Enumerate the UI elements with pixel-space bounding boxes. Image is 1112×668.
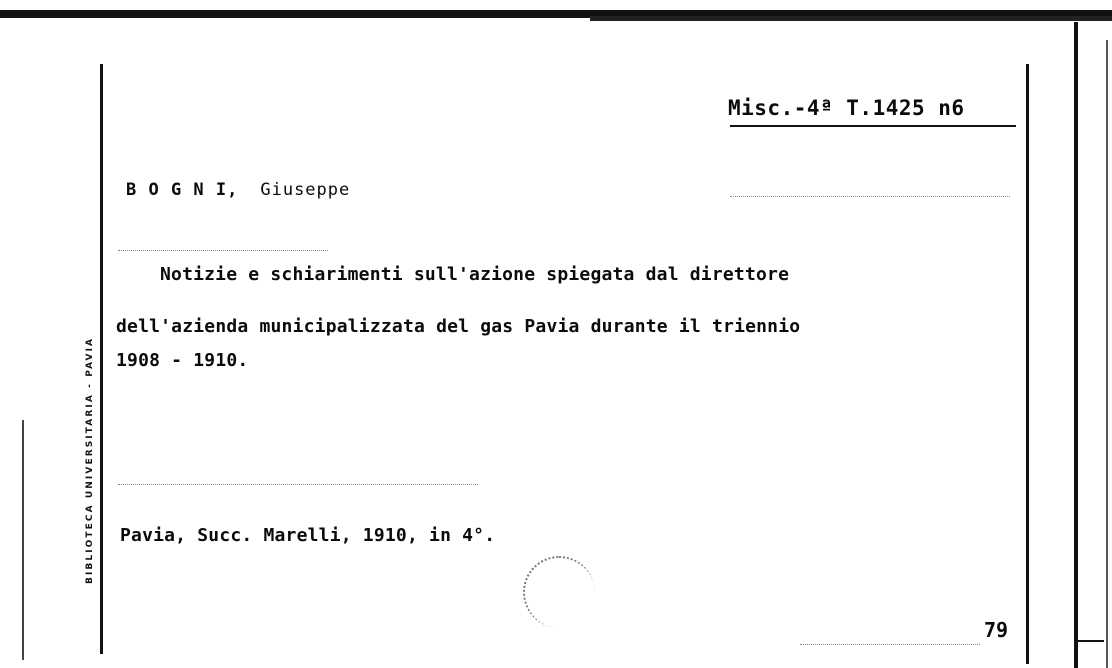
- scan-left-edge-line: [22, 420, 24, 660]
- left-margin-rule: [100, 64, 103, 654]
- author-given-name: Giuseppe: [260, 180, 351, 200]
- dotted-guide-line: [118, 484, 478, 485]
- dotted-guide-line: [800, 644, 980, 645]
- shelfmark-underline: [730, 125, 1016, 127]
- scan-edge-line: [1106, 40, 1108, 668]
- library-stamp-vertical: BIBLIOTECA UNIVERSITARIA - PAVIA: [85, 336, 95, 584]
- title-line-3: 1908 - 1910.: [116, 350, 249, 371]
- dotted-guide-line: [730, 196, 1010, 197]
- dotted-guide-line: [118, 250, 328, 251]
- top-border-secondary: [590, 16, 1112, 21]
- right-margin-rule: [1026, 64, 1029, 664]
- card-edge-rule: [1074, 22, 1078, 668]
- imprint: Pavia, Succ. Marelli, 1910, in 4°.: [120, 525, 496, 546]
- author-heading: [126, 180, 350, 200]
- title-line-2: dell'azienda municipalizzata del gas Pavia durante il triennio: [116, 316, 801, 337]
- shelfmark: Misc.-4ª T.1425 n6: [728, 96, 965, 120]
- corner-mark: [1078, 640, 1104, 642]
- faint-stamp-mark: [523, 556, 595, 628]
- card-number: 79: [984, 618, 1009, 642]
- author-surname: B O G N I,: [126, 180, 239, 200]
- title-line-1: Notizie e schiarimenti sull'azione spiegata dal direttore: [160, 264, 790, 285]
